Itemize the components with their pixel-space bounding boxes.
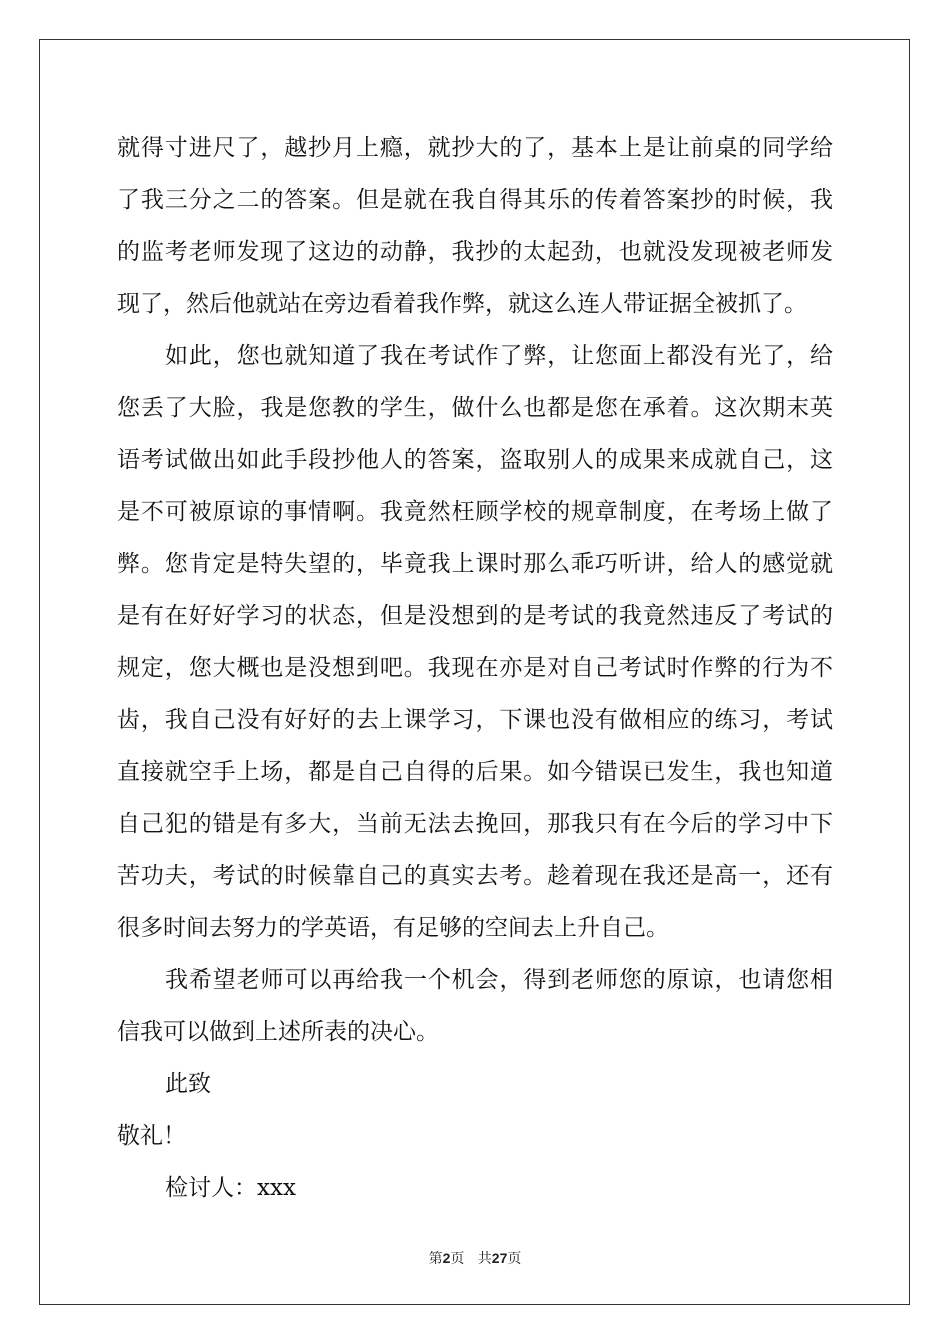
text-line: 信我可以做到上述所表的决心。 bbox=[117, 1019, 439, 1045]
footer-total-prefix: 共 bbox=[477, 1251, 492, 1267]
text-line: 直接就空手上场，都是自己自得的后果。如今错误已发生，我也知道 bbox=[117, 759, 833, 785]
text-line: 很多时间去努力的学英语，有足够的空间去上升自己。 bbox=[117, 915, 669, 941]
text-line: 是不可被原谅的事情啊。我竟然枉顾学校的规章制度，在考场上做了 bbox=[117, 499, 833, 525]
text-line: 就得寸进尺了，越抄月上瘾，就抄大的了，基本上是让前桌的同学给 bbox=[117, 135, 833, 161]
footer-prefix: 第 bbox=[428, 1251, 443, 1267]
text-line: 如此，您也就知道了我在考试作了弊，让您面上都没有光了，给 bbox=[165, 343, 833, 369]
text-line: 现了，然后他就站在旁边看着我作弊，就这么连人带证据全被抓了。 bbox=[117, 291, 807, 317]
footer-page-unit: 页 bbox=[450, 1251, 465, 1267]
signature: 检讨人：xxx bbox=[165, 1175, 296, 1201]
footer-page-number: 2 bbox=[442, 1250, 451, 1266]
text-line: 弊。您肯定是特失望的，毕竟我上课时那么乖巧听讲，给人的感觉就 bbox=[117, 551, 833, 577]
text-line: 了我三分之二的答案。但是就在我自得其乐的传着答案抄的时候，我 bbox=[117, 187, 833, 213]
text-line: 是有在好好学习的状态，但是没想到的是考试的我竟然违反了考试的 bbox=[117, 603, 833, 629]
text-line: 苦功夫，考试的时候靠自己的真实去考。趁着现在我还是高一，还有 bbox=[117, 863, 833, 889]
text-line: 齿，我自己没有好好的去上课学习，下课也没有做相应的练习，考试 bbox=[117, 707, 833, 733]
respect-line: 敬礼！ bbox=[117, 1123, 186, 1149]
text-line: 您丢了大脸，我是您教的学生，做什么也都是您在承着。这次期末英 bbox=[117, 395, 833, 421]
footer-total-unit: 页 bbox=[507, 1251, 522, 1267]
salutation: 此致 bbox=[165, 1071, 211, 1097]
text-line: 的监考老师发现了这边的动静，我抄的太起劲，也就没发现被老师发 bbox=[117, 239, 833, 265]
text-line: 自己犯的错是有多大，当前无法去挽回，那我只有在今后的学习中下 bbox=[117, 811, 833, 837]
text-line: 规定，您大概也是没想到吧。我现在亦是对自己考试时作弊的行为不 bbox=[117, 655, 833, 681]
footer-total-pages: 27 bbox=[491, 1250, 508, 1266]
page-footer bbox=[0, 1248, 950, 1268]
text-line: 我希望老师可以再给我一个机会，得到老师您的原谅，也请您相 bbox=[165, 967, 833, 993]
text-line: 语考试做出如此手段抄他人的答案，盗取别人的成果来成就自己，这 bbox=[117, 447, 833, 473]
